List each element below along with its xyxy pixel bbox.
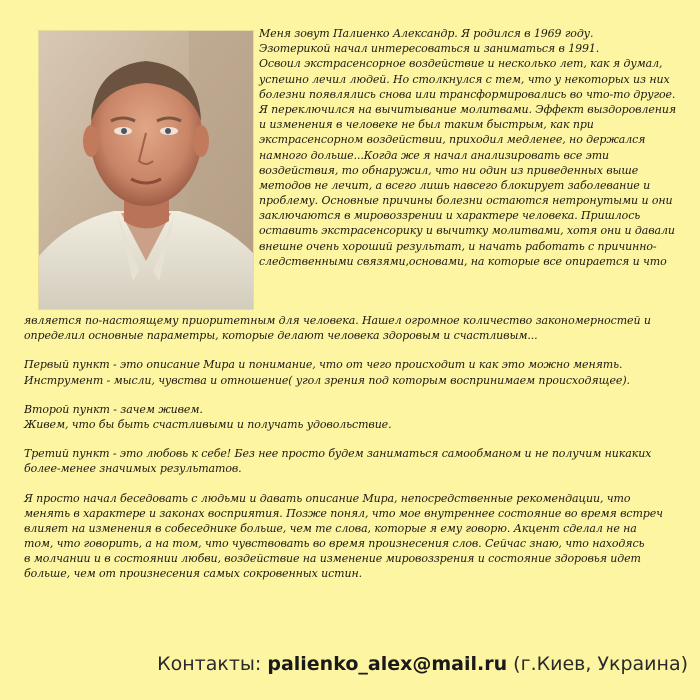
intro-line: оставить экстрасенсорику и вычитку молитвами, хотя они и давали <box>259 224 675 238</box>
paragraph-conclusion <box>24 491 692 582</box>
contact-location: (г.Киев, Украина) <box>513 653 688 675</box>
paragraph-line: влияет на изменения в собеседнике больше, чем те слова, которые я ему говорю. Акцент сделал не на <box>24 521 637 535</box>
intro-line: методов не лечит, а всего лишь навсего блокирует заболевание и <box>259 178 651 192</box>
paragraph-line: Первый пункт - это описание Мира и понимание, что от чего происходит и как это можно менять. <box>24 358 623 372</box>
intro-continuation-line: определил основные параметры, которые делают человека здоровым и счастливым... <box>24 329 538 343</box>
intro-line: Освоил экстрасенсорное воздействие и несколько лет, как я думал, <box>259 57 663 71</box>
paragraph-line: Живем, что бы быть счастливыми и получать удовольствие. <box>24 417 392 431</box>
paragraph-line: Третий пункт - это любовь к себе! Без нее просто будем заниматься самообманом и не получим никаких <box>24 447 652 461</box>
contacts-line <box>157 653 688 675</box>
intro-line: Я переключился на вычитывание молитвами. Эффект выздоровления <box>259 102 677 116</box>
intro-line: намного дольше...Когда же я начал анализировать все эти <box>259 148 610 162</box>
paragraph-line: больше, чем от произнесения самых сокровенных истин. <box>24 567 363 581</box>
intro-line: следственными связями,основами, на которые все опирается и что <box>259 254 667 268</box>
paragraph-line: том, что говорить, а на том, что чувствовать во время произнесения слов. Сейчас знаю, что находясь <box>24 537 645 551</box>
intro-line: воздействия, то обнаружил, что ни один из приведенных выше <box>259 163 639 177</box>
paragraph-second-point <box>24 402 692 432</box>
contacts-label: Контакты: <box>157 653 262 675</box>
biography-text <box>24 26 692 582</box>
intro-line: Меня зовут Палиенко Александр. Я родился в 1969 году. <box>259 27 594 40</box>
contact-email-link[interactable]: palienko_alex@mail.ru <box>267 653 508 675</box>
intro-line: болезни появлялись снова или трансформировались во что-то другое. <box>259 87 676 101</box>
intro-line: успешно лечил людей. Но столкнулся с тем, что у некоторых из них <box>259 72 670 86</box>
photo-spacer <box>24 26 259 313</box>
paragraph-line: более-менее значимых результатов. <box>24 462 242 476</box>
intro-line: Эзотерикой начал интересоваться и заниматься в 1991. <box>259 42 600 56</box>
paragraph-line: менять в характере и законах восприятия. Позже понял, что мое внутреннее состояние во время встреч <box>24 506 663 520</box>
intro-continuation-line: является по-настоящему приоритетным для человека. Нашел огромное количество закономерностей и <box>24 314 651 327</box>
intro-line: и изменения в человеке не был таким быстрым, как при <box>259 118 594 132</box>
intro-line: заключаются в мировоззрении и характере человека. Пришлось <box>259 209 641 223</box>
paragraph-line: в молчании и в состоянии любви, воздействие на изменение мировоззрения и состояние здоровья идет <box>24 552 641 566</box>
intro-line: проблему. Основные причины болезни остаются нетронутыми и они <box>259 194 673 208</box>
intro-line: внешне очень хороший результат, и начать работать с причинно- <box>259 239 657 253</box>
intro-line: экстрасенсорном воздействии, приходил медленее, но держался <box>259 133 646 147</box>
paragraph-third-point <box>24 446 692 476</box>
paragraph-line: Инструмент - мысли, чувства и отношение( угол зрения под которым воспринимаем происходящее). <box>24 373 630 387</box>
paragraph-line: Я просто начал беседовать с людьми и давать описание Мира, непосредственные рекомендации, что <box>24 491 631 505</box>
paragraph-first-point <box>24 357 692 387</box>
paragraph-line: Второй пункт - зачем живем. <box>24 402 203 416</box>
